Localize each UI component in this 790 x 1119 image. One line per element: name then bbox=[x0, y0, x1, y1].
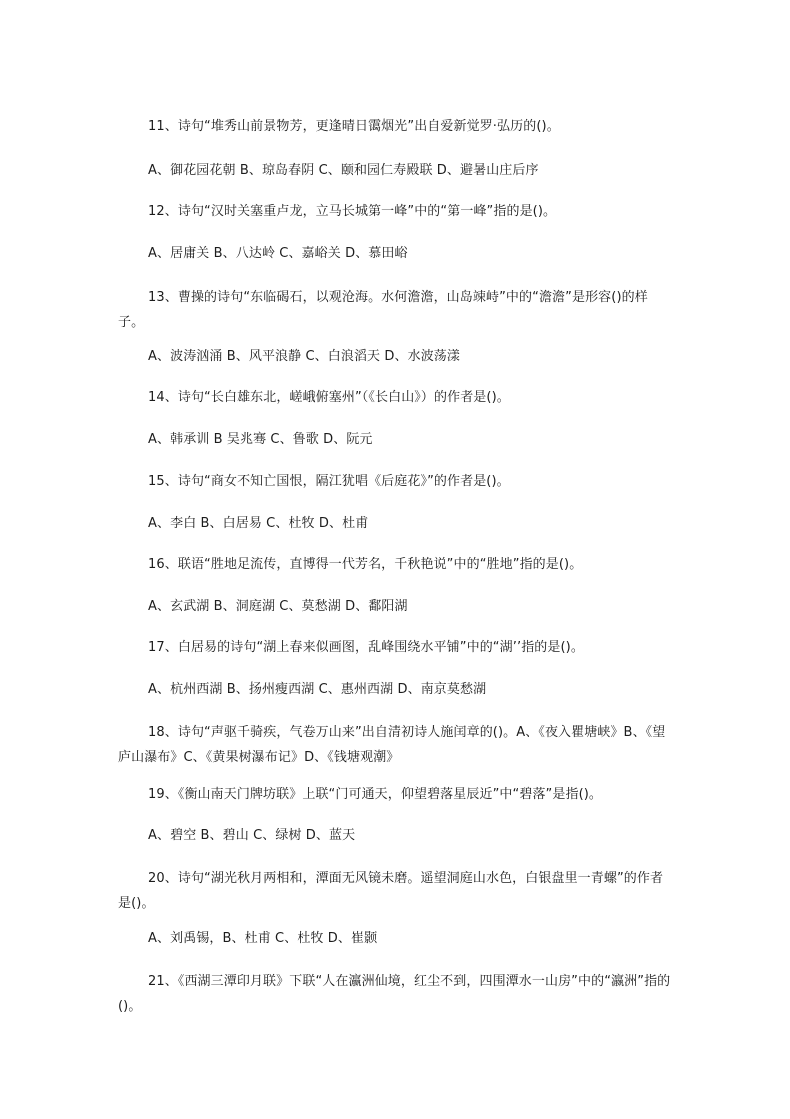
question-11-options: A、御花园花朝 B、琼岛春阴 C、颐和园仁寿殿联 D、避暑山庄后序 bbox=[148, 163, 539, 178]
question-19-stem: 19、《衡山南天门牌坊联》上联“门可通天，仰望碧落星辰近”中“碧落”是指()。 bbox=[148, 787, 603, 802]
question-15-stem: 15、诗句“商女不知亡国恨，隔江犹唱《后庭花》”的作者是()。 bbox=[148, 474, 510, 489]
question-15-options: A、李白 B、白居易 C、杜牧 D、杜甫 bbox=[148, 516, 369, 531]
question-20-stem: 20、诗句“湖光秋月两相和，潭面无风镜未磨。遥望洞庭山水色，白银盘里一青螺”的作者是()。 bbox=[118, 871, 664, 911]
question-16-options: A、玄武湖 B、洞庭湖 C、莫愁湖 D、鄱阳湖 bbox=[148, 599, 408, 614]
question-13-stem: 13、曹操的诗句“东临碣石，以观沧海。水何澹澹，山岛竦峙”中的“澹澹”是形容()的样子。 bbox=[118, 290, 648, 330]
question-14-stem: 14、诗句“长白雄东北，嵯峨俯塞州”（《长白山》）的作者是()。 bbox=[148, 390, 510, 405]
question-12-options: A、居庸关 B、八达岭 C、嘉峪关 D、慕田峪 bbox=[148, 246, 408, 261]
question-20-options: A、刘禹锡，B、杜甫 C、杜牧 D、崔颢 bbox=[148, 931, 378, 946]
question-17-stem: 17、白居易的诗句“湖上春来似画图，乱峰围绕水平铺”中的“湖’’指的是()。 bbox=[148, 640, 584, 655]
question-18-stem: 18、诗句“声驱千骑疾，气卷万山来”出自清初诗人施闰章的()。A、《夜入瞿塘峡》B、《望庐山瀑布》C、《黄果树瀑布记》D、《钱塘观潮》 bbox=[118, 725, 666, 765]
question-17-options: A、杭州西湖 B、扬州瘦西湖 C、惠州西湖 D、南京莫愁湖 bbox=[148, 682, 487, 697]
question-19-options: A、碧空 B、碧山 C、绿树 D、蓝天 bbox=[148, 828, 356, 843]
question-13-options: A、波涛汹涌 B、风平浪静 C、白浪滔天 D、水波荡漾 bbox=[148, 349, 460, 364]
question-12-stem: 12、诗句“汉时关塞重卢龙，立马长城第一峰”中的“第一峰”指的是()。 bbox=[148, 204, 557, 219]
question-16-stem: 16、联语“胜地足流传，直博得一代芳名，千秋艳说”中的“胜地”指的是()。 bbox=[148, 557, 583, 572]
question-11-stem: 11、诗句“堆秀山前景物芳，更逢晴日霭烟光”出自爱新觉罗·弘历的()。 bbox=[148, 119, 560, 134]
question-21-stem: 21、《西湖三潭印月联》下联“人在瀛洲仙境，红尘不到，四围潭水一山房”中的“瀛洲”指的()。 bbox=[118, 974, 671, 1014]
question-14-options: A、韩承训 B 吴兆骞 C、鲁歌 D、阮元 bbox=[148, 432, 373, 447]
